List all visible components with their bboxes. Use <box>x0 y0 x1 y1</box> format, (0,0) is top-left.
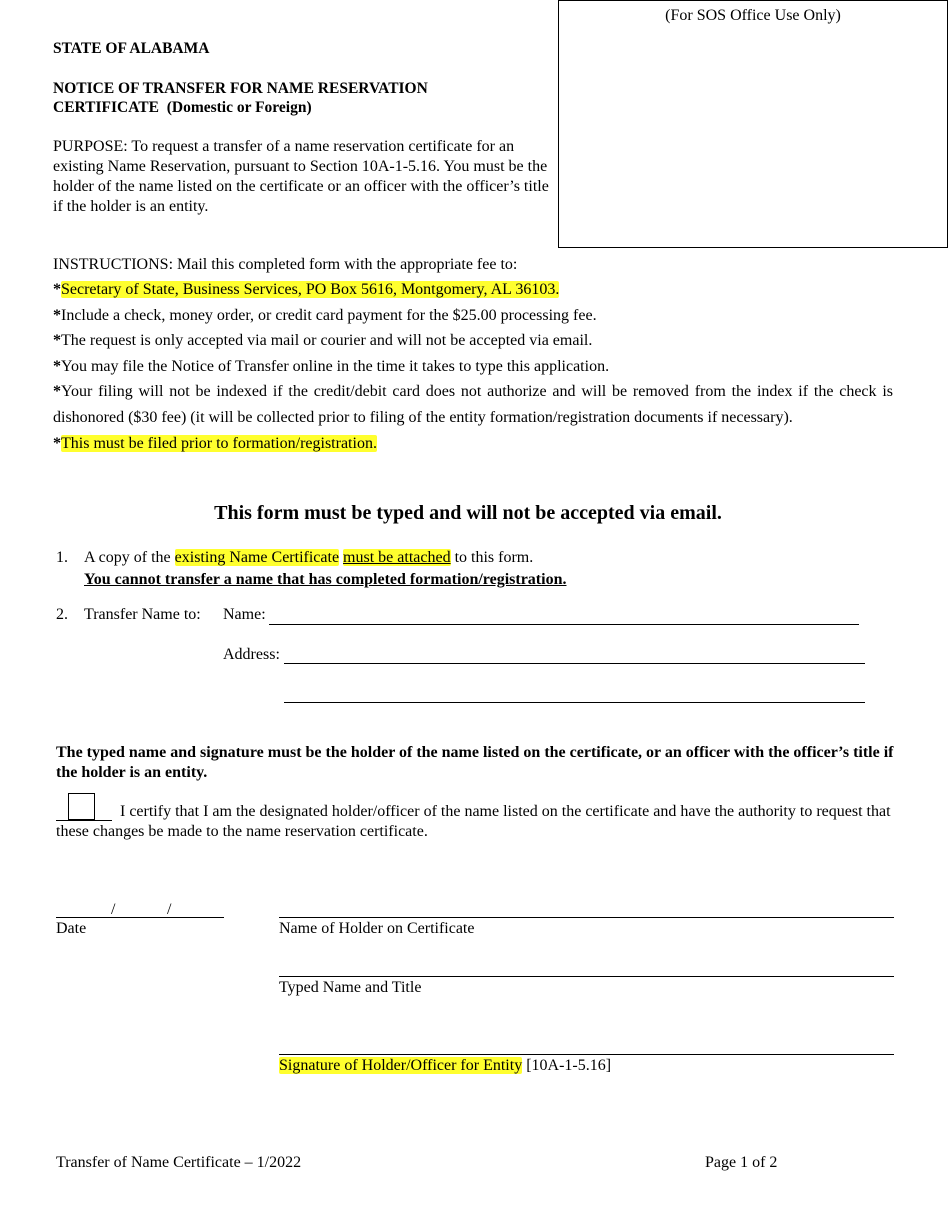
name-field-label: Name: <box>223 606 266 623</box>
typed-name-requirement: The typed name and signature must be the holder of the name listed on the certificate, or an officer with the officer’s title if the holder is an entity. <box>56 744 894 781</box>
form-title <box>53 79 533 117</box>
mailing-address-highlight: Secretary of State, Business Services, PO Box 5616, Montgomery, AL 36103. <box>61 281 560 298</box>
item-1: 1. A copy of the existing Name Certificate must be attached to this form. You cannot transfer a name that has completed formation/registration. <box>56 547 566 591</box>
item-2 <box>56 606 201 624</box>
item-number: 2. <box>56 606 68 623</box>
date-separator: / <box>167 901 172 918</box>
purpose-paragraph: PURPOSE: To request a transfer of a name reservation certificate for an existing Name Reservation, pursuant to Section 10A-1-5.16. You must be the holder of the name listed on the certificate or an officer with the officer’s title if the holder is an entity. <box>53 138 549 215</box>
date-label: Date <box>56 920 87 937</box>
form-title-line2: CERTIFICATE (Domestic or Foreign) <box>53 99 312 116</box>
state-heading: STATE OF ALABAMA <box>53 40 210 57</box>
signature-line[interactable] <box>279 1054 894 1055</box>
instruction-item: *Secretary of State, Business Services, PO Box 5616, Montgomery, AL 36103. <box>53 281 560 298</box>
sos-office-use-box <box>558 0 948 248</box>
footer-form-id: Transfer of Name Certificate – 1/2022 <box>56 1154 302 1171</box>
address-field-line-1[interactable] <box>284 663 865 664</box>
signature-label: Signature of Holder/Officer for Entity [10A-1-5.16] <box>279 1057 612 1074</box>
instruction-item: *You may file the Notice of Transfer online in the time it takes to type this application. <box>53 357 610 375</box>
footer-page-number: Page 1 of 2 <box>705 1154 778 1171</box>
transfer-name-label: Transfer Name to: <box>84 606 201 623</box>
typed-name-line[interactable] <box>279 976 894 977</box>
form-title-line1: NOTICE OF TRANSFER FOR NAME RESERVATION <box>53 80 428 97</box>
typed-name-label: Typed Name and Title <box>279 979 422 996</box>
instruction-item: *Your filing will not be indexed if the credit/debit card does not authorize and will be removed from the index if the check is dishonored ($30 fee) (it will be collected prior to filing of the entity formation/registration documents if necessary). <box>53 383 893 426</box>
certify-statement: I certify that I am the designated holder/officer of the name listed on the certificate and have the authority to request that these changes be made to the name reservation certificate. <box>56 803 891 840</box>
instructions-heading: INSTRUCTIONS: Mail this completed form with the appropriate fee to: <box>53 256 518 273</box>
name-field-line[interactable] <box>269 624 859 625</box>
address-field-line-2[interactable] <box>284 702 865 703</box>
existing-certificate-highlight: existing Name Certificate <box>174 549 340 566</box>
address-field-label: Address: <box>223 646 280 663</box>
item-number: 1. <box>56 549 68 566</box>
must-be-typed-notice: This form must be typed and will not be accepted via email. <box>214 502 722 524</box>
filing-deadline-highlight: This must be filed prior to formation/registration. <box>61 434 377 452</box>
must-be-attached-highlight: must be attached <box>343 549 451 566</box>
cannot-transfer-warning: You cannot transfer a name that has completed formation/registration. <box>84 571 567 588</box>
instruction-item: *Include a check, money order, or credit card payment for the $25.00 processing fee. <box>53 306 597 324</box>
instruction-item: *The request is only accepted via mail or courier and will not be accepted via email. <box>53 332 593 350</box>
signature-label-highlight: Signature of Holder/Officer for Entity <box>279 1057 523 1074</box>
holder-name-line[interactable] <box>279 917 894 918</box>
sos-office-use-label: (For SOS Office Use Only) <box>665 7 841 24</box>
date-line[interactable] <box>56 917 224 918</box>
instruction-item: *This must be filed prior to formation/registration. <box>53 434 377 452</box>
date-separator: / <box>111 901 116 918</box>
instructions-list <box>53 277 893 456</box>
holder-name-label: Name of Holder on Certificate <box>279 920 475 937</box>
